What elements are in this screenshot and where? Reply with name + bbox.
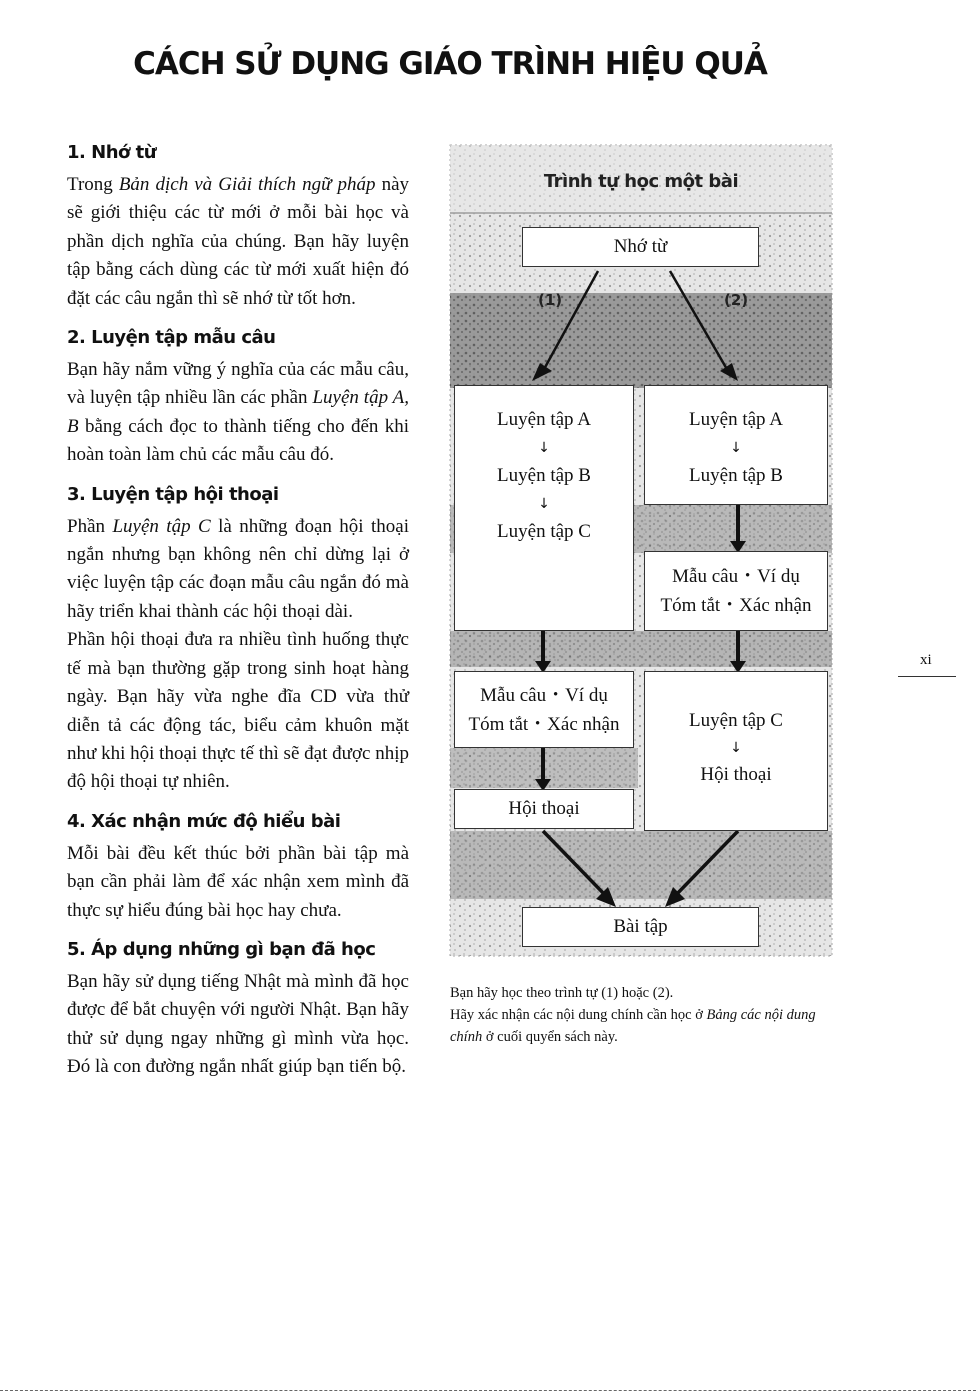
text: Phần: [67, 515, 113, 537]
text: bằng cách đọc to thành tiếng cho đến khi hoàn toàn làm chủ các mẫu câu đó.: [67, 415, 409, 466]
box-line: Mẫu câu・Ví dụ: [480, 685, 608, 706]
text: Trong: [67, 174, 119, 195]
route-2-practice-box: [644, 385, 828, 505]
text: ở cuối quyển sách này.: [482, 1029, 618, 1045]
caption-line: Bạn hãy học theo trình tự (1) hoặc (2).: [450, 985, 674, 1001]
down-arrow-icon: ↓: [538, 496, 550, 512]
route-1-grammar-box: [454, 671, 634, 748]
bottom-rule: [0, 1390, 976, 1391]
down-arrow-icon: ↓: [538, 440, 550, 456]
italic-text: Bản dịch và Giải thích ngữ pháp: [118, 174, 376, 195]
box-label: Nhớ từ: [613, 236, 668, 257]
section-paragraph: [67, 968, 409, 1082]
box-line: Luyện tập B: [689, 465, 783, 486]
box-line: Tóm tắt・Xác nhận: [468, 714, 620, 735]
section-heading: 2. Luyện tập mẫu câu: [67, 327, 276, 349]
diagram-title: Trình tự học một bài: [543, 171, 739, 192]
route-2-grammar-box: [644, 551, 828, 631]
section-paragraph: [67, 513, 409, 627]
route-1-conversation-box: [454, 789, 634, 829]
section-paragraph: [67, 840, 409, 925]
section-check-understanding: [67, 811, 409, 925]
route-2-conversation-box: [644, 671, 828, 831]
box-label: Bài tập: [613, 916, 668, 937]
section-paragraph: [67, 356, 409, 470]
text: Bạn hãy nắm vững ý nghĩa của các mẫu câu, và luyện tập nhiều lần các phần: [67, 359, 409, 409]
section-heading: 3. Luyện tập hội thoại: [67, 483, 279, 505]
box-label: Hội thoại: [508, 798, 580, 819]
section-paragraph: [67, 626, 409, 796]
diagram-caption: [450, 982, 840, 1048]
section-heading: 5. Áp dụng những gì bạn đã học: [67, 938, 376, 960]
section-apply-learning: [67, 939, 409, 1082]
text: là những đoạn hội thoại ngắn nhưng bạn không nên chỉ dừng lại ở việc luyện tập các đoạn mẫu câu ngắn đó mà hãy triển khai thành các hội thoại dài.: [67, 515, 410, 622]
italic-text: Bảng các nội dung chính: [450, 1007, 816, 1045]
section-conversation-practice: [67, 484, 409, 797]
down-arrow-icon: ↓: [730, 440, 742, 456]
box-line: Luyện tập C: [497, 521, 591, 542]
text: Bạn hãy sử dụng tiếng Nhật mà mình đã học được để bắt chuyện với người Nhật. Bạn hãy thử sử dụng ngay những gì mình vừa học. Đó là con đường ngắn nhất giúp bạn tiến bộ.: [67, 970, 409, 1078]
start-box-vocabulary: [522, 227, 759, 267]
section-remember-words: [67, 142, 409, 313]
down-arrow-icon: ↓: [730, 740, 742, 756]
page-title: CÁCH SỬ DỤNG GIÁO TRÌNH HIỆU QUẢ: [133, 46, 767, 82]
caption-line: [450, 1004, 840, 1048]
route-2-label: (2): [724, 291, 749, 309]
section-heading: 4. Xác nhận mức độ hiểu bài: [67, 810, 341, 832]
italic-text: Luyện tập A, B: [67, 387, 409, 437]
route-1-practice-box: [454, 385, 634, 631]
text: Hãy xác nhận các nội dung chính cần học ở: [450, 1007, 707, 1023]
section-heading: 1. Nhớ từ: [67, 142, 157, 163]
section-sentence-patterns: [67, 327, 409, 470]
box-line: Hội thoại: [700, 764, 772, 785]
instructions-column: [67, 142, 409, 1096]
box-line: Luyện tập B: [497, 465, 591, 486]
page-number-rule: [898, 676, 956, 677]
box-line: Mẫu câu・Ví dụ: [672, 566, 800, 587]
end-box-exercises: [522, 907, 759, 947]
page-number: xi: [920, 652, 932, 668]
text: này sẽ giới thiệu các từ mới ở mỗi bài học và phần dịch nghĩa của chúng. Bạn hãy luyện tập bằng cách dùng các từ mới xuất hiện đó đặt các câu ngắn thì sẽ nhớ từ tốt hơn.: [67, 174, 410, 309]
box-line: Tóm tắt・Xác nhận: [660, 595, 812, 616]
box-line: Luyện tập A: [497, 409, 591, 430]
italic-text: Luyện tập C: [112, 515, 211, 537]
study-order-diagram: [448, 143, 834, 958]
text: Phần hội thoại đưa ra nhiều tình huống thực tế mà bạn thường gặp trong sinh hoạt hàng ngày. Bạn hãy vừa nghe đĩa CD vừa thử diễn tả các động tác, biểu cảm khuôn mặt như khi hội thoại thực tế thì sẽ đạt được nhịp độ hội thoại tự nhiên.: [67, 629, 409, 793]
route-1-label: (1): [538, 291, 563, 309]
box-line: Luyện tập A: [689, 409, 783, 430]
text: Mỗi bài đều kết thúc bởi phần bài tập mà bạn cần phải làm để xác nhận xem mình đã thực sự hiểu đúng bài học hay chưa.: [67, 842, 409, 921]
section-paragraph: [67, 171, 409, 313]
box-line: Luyện tập C: [689, 710, 783, 731]
